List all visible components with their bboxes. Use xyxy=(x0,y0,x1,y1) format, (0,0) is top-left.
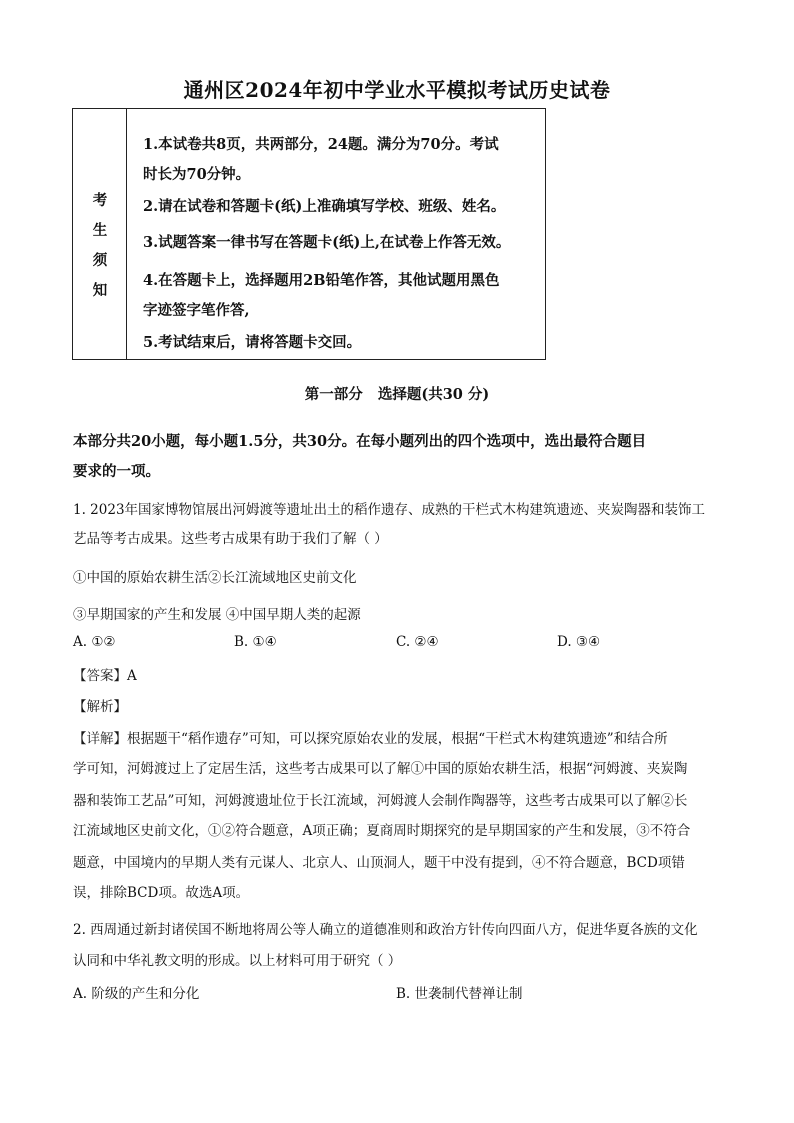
q1-detail-line: 误，排除BCD项。故选A项。 xyxy=(73,885,250,901)
q1-detail-line: 器和装饰工艺品”可知，河姆渡遗址位于长江流域，河姆渡人会制作陶器等，这些考古成果可以了解②长 xyxy=(73,793,688,809)
q1-detail-line: 江流域地区史前文化，①②符合题意，A项正确；夏商周时期探究的是早期国家的产生和发展，③不符合 xyxy=(73,823,691,839)
notice-label xyxy=(73,109,127,359)
notice-line: 2.请在试卷和答题卡(纸)上准确填写学校、班级、姓名。 xyxy=(143,198,506,215)
q1-item-line: ①中国的原始农耕生活②长江流域地区史前文化 xyxy=(73,570,357,586)
detail-tag: 【详解】 xyxy=(73,731,127,747)
answer-tag: 【答案】 xyxy=(73,668,127,684)
section-intro-line: 要求的一项。 xyxy=(73,463,160,480)
q1-detail-line xyxy=(73,727,668,747)
q2-stem-line: 认同和中华礼教文明的形成。以上材料可用于研究（ ） xyxy=(73,953,402,969)
notice-line: 时长为70分钟。 xyxy=(143,166,251,183)
q1-option-b: B. ①④ xyxy=(234,634,277,650)
notice-line: 3.试题答案一律书写在答题卡(纸)上,在试卷上作答无效。 xyxy=(143,234,511,251)
notice-line: 4.在答题卡上，选择题用2B铅笔作答，其他试题用黑色 xyxy=(143,272,500,289)
notice-label-char: 须 xyxy=(92,252,108,269)
q1-item-line: ③早期国家的产生和发展 ④中国早期人类的起源 xyxy=(73,607,361,623)
answer-value: A xyxy=(127,668,137,684)
notice-line: 1.本试卷共8页，共两部分，24题。满分为70分。考试 xyxy=(143,136,499,153)
section-title: 第一部分 选择题(共30 分) xyxy=(304,386,490,403)
exam-title: 通州区2024年初中学业水平模拟考试历史试卷 xyxy=(183,78,611,102)
detail-text: 根据题干“稻作遗存”可知，可以探究原始农业的发展，根据“干栏式木构建筑遗迹”和结合所 xyxy=(127,731,668,747)
exam-notice-box xyxy=(72,108,546,360)
q1-option-a: A. ①② xyxy=(73,634,116,650)
q1-detail-line: 题意，中国境内的早期人类有元谋人、北京人、山顶洞人，题干中没有提到，④不符合题意，BCD项错 xyxy=(73,855,685,871)
q2-option-b: B. 世袭制代替禅让制 xyxy=(396,986,523,1002)
notice-line: 字迹签字笔作答, xyxy=(143,302,250,319)
q1-analysis-tag: 【解析】 xyxy=(73,699,127,715)
notice-label-char: 生 xyxy=(92,222,108,239)
section-intro-line: 本部分共20小题，每小题1.5分，共30分。在每小题列出的四个选项中，选出最符合题目 xyxy=(73,433,647,450)
notice-label-char: 考 xyxy=(92,192,108,209)
notice-label-char: 知 xyxy=(92,282,108,299)
q1-answer xyxy=(73,664,137,684)
q1-detail-line: 学可知，河姆渡过上了定居生活，这些考古成果可以了解①中国的原始农耕生活，根据“河姆渡、夹炭陶 xyxy=(73,761,688,777)
q1-option-c: C. ②④ xyxy=(396,634,439,650)
q1-stem-line: 1. 2023年国家博物馆展出河姆渡等遗址出土的稻作遗存、成熟的干栏式木构建筑遗迹、夹炭陶器和装饰工 xyxy=(73,502,706,518)
q1-option-d: D. ③④ xyxy=(557,634,601,650)
q2-option-a: A. 阶级的产生和分化 xyxy=(73,986,200,1002)
q1-stem-line: 艺品等考古成果。这些考古成果有助于我们了解（ ） xyxy=(73,531,388,547)
notice-line: 5.考试结束后，请将答题卡交回。 xyxy=(143,334,362,351)
q2-stem-line: 2. 西周通过新封诸侯国不断地将周公等人确立的道德准则和政治方针传向四面八方，促进华夏各族的文化 xyxy=(73,922,698,938)
